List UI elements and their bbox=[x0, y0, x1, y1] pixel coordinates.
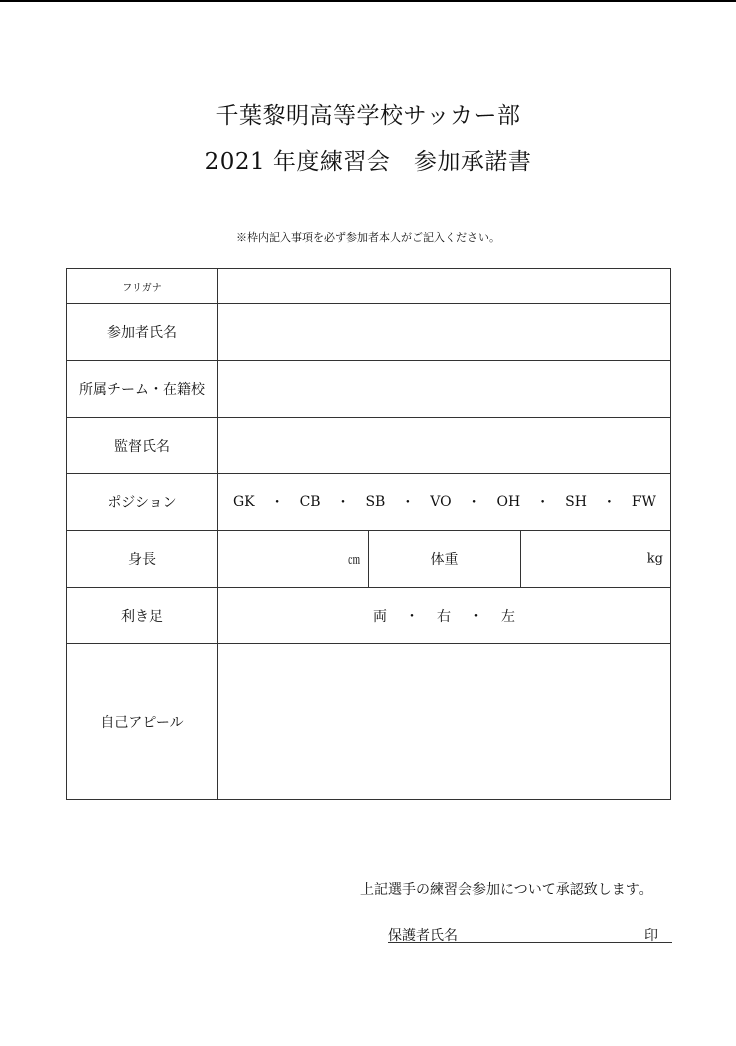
position-separator: ・ bbox=[336, 495, 351, 511]
participant-name-field[interactable] bbox=[218, 304, 670, 360]
position-option-sb[interactable]: SB bbox=[365, 494, 386, 510]
row-height-weight bbox=[67, 531, 670, 588]
entry-form-table bbox=[66, 268, 671, 800]
foot-option-right[interactable]: 右 bbox=[437, 608, 451, 625]
height-field[interactable] bbox=[218, 531, 369, 587]
position-label: ポジション bbox=[67, 474, 218, 530]
document-title: 千葉黎明高等学校サッカー部 bbox=[215, 103, 521, 129]
participant-name-label: 参加者氏名 bbox=[67, 304, 218, 360]
furigana-field[interactable] bbox=[218, 269, 670, 303]
team-school-field[interactable] bbox=[218, 361, 670, 417]
foot-option-left[interactable]: 左 bbox=[501, 608, 515, 625]
row-participant-name bbox=[67, 304, 670, 361]
height-unit: ㎝ bbox=[347, 552, 360, 567]
position-option-cb[interactable]: CB bbox=[299, 494, 321, 510]
height-label: 身長 bbox=[67, 531, 218, 587]
weight-unit: kg bbox=[646, 551, 663, 567]
row-dominant-foot bbox=[67, 588, 670, 644]
position-option-fw[interactable]: FW bbox=[631, 494, 656, 510]
instruction-note: ※枠内記入事項を必ず参加者本人がご記入ください。 bbox=[236, 231, 500, 244]
position-separator: ・ bbox=[400, 495, 415, 511]
document-subtitle: 2021 年度練習会 参加承諾書 bbox=[204, 149, 532, 175]
position-option-vo[interactable]: VO bbox=[430, 494, 452, 510]
position-option-sh[interactable]: SH bbox=[565, 494, 587, 510]
position-separator: ・ bbox=[602, 495, 617, 511]
row-coach bbox=[67, 418, 670, 474]
self-appeal-label: 自己アピール bbox=[67, 644, 218, 799]
foot-separator: ・ bbox=[405, 608, 419, 625]
weight-label: 体重 bbox=[369, 531, 521, 587]
position-separator: ・ bbox=[270, 495, 285, 511]
furigana-label: フリガナ bbox=[67, 269, 218, 303]
coach-name-label: 監督氏名 bbox=[67, 418, 218, 473]
position-separator: ・ bbox=[535, 495, 550, 511]
guardian-signature-line[interactable] bbox=[388, 925, 672, 943]
coach-name-field[interactable] bbox=[218, 418, 670, 473]
team-school-label: 所属チーム・在籍校 bbox=[67, 361, 218, 417]
foot-option-both[interactable]: 両 bbox=[373, 608, 387, 625]
seal-mark: 印 bbox=[644, 928, 658, 944]
foot-separator: ・ bbox=[469, 608, 483, 625]
position-options bbox=[218, 474, 670, 530]
consent-statement: 上記選手の練習会参加について承認致します。 bbox=[360, 882, 653, 898]
position-option-gk[interactable]: GK bbox=[233, 494, 255, 510]
position-option-oh[interactable]: OH bbox=[496, 494, 521, 510]
weight-field[interactable] bbox=[521, 531, 670, 587]
position-separator: ・ bbox=[467, 495, 482, 511]
row-furigana bbox=[67, 269, 670, 304]
row-self-appeal bbox=[67, 644, 670, 799]
row-position bbox=[67, 474, 670, 531]
dominant-foot-label: 利き足 bbox=[67, 588, 218, 643]
guardian-name-label: 保護者氏名 bbox=[388, 928, 458, 944]
page-top-border bbox=[0, 0, 736, 2]
self-appeal-field[interactable] bbox=[218, 644, 670, 799]
dominant-foot-options bbox=[218, 588, 670, 643]
row-team bbox=[67, 361, 670, 418]
